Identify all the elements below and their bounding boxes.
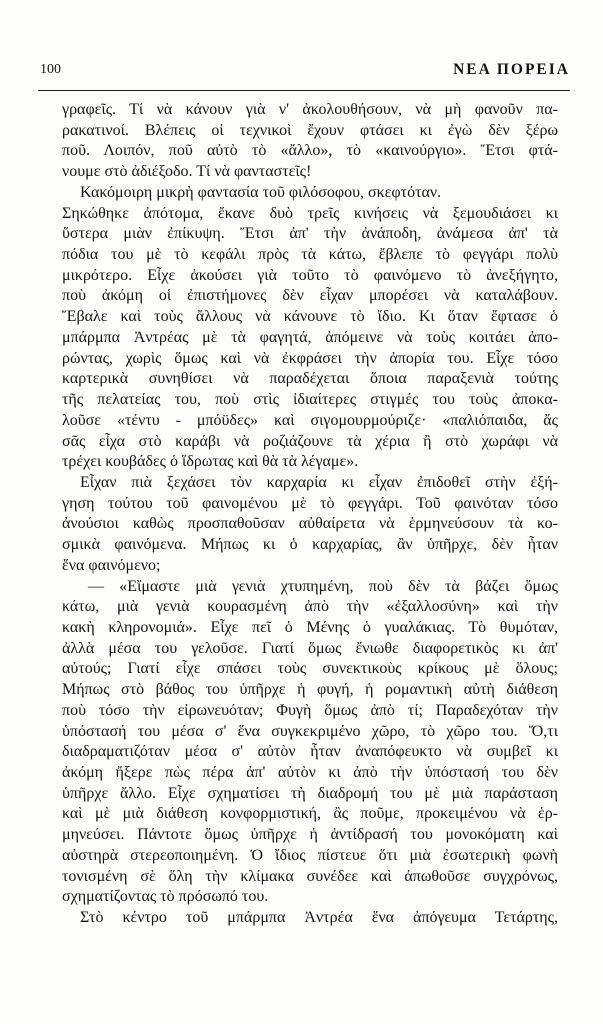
text-line: καρτερικὰ συνηθίσει νὰ παραδέχεται ὅποια παραξενιὰ τούτης (62, 370, 558, 388)
paragraph (62, 183, 558, 204)
text-line: λοῦσε «τέντυ - μπόϋδες» καὶ σιγομουρμούριζε· «παλιόπαιδα, ἄς (62, 411, 558, 429)
text-line: ποὺ ἀκόμη οἱ ἐπιστήμονες δὲν εἶχαν μπορέσει νὰ καταλάβουν. (62, 287, 558, 305)
paragraph-continued (62, 100, 558, 183)
text-line: ποῦ. Λοιπόν, ποῦ αὐτὸ τὸ «ἄλλο», τὸ «καινούργιο». Ἔτσι φτά- (62, 142, 558, 160)
text-line: καὶ μὲ μιὰ διάθεση κονφορμιστική, ἂς ποῦμε, προκειμένου νὰ ἑρ- (62, 805, 558, 823)
text-line: τρέχει κουβάδες ὁ ἵδρωτας καὶ θὰ τὰ λέγαμε». (62, 453, 359, 471)
header-rule (38, 90, 570, 91)
text-line: ἀνούσιοι καθὼς προσπαθοῦσαν αὐθαίρετα νὰ ἑρμηνεύσουν τὰ κο- (62, 515, 558, 533)
page-number: 100 (40, 62, 61, 77)
text-line: μικρότερο. Εἶχε ἀκούσει γιὰ τοῦτο τὸ φαινόμενο τὸ ἀνεξήγητο, (62, 266, 558, 284)
text-line: Ἔβαλε καὶ τοὺς ἄλλους νὰ κάνουνε τὸ ἴδιο. Κι ὅταν ἔφτασε ὁ (62, 308, 558, 326)
text-line: σμικὰ φαινόμενα. Μήπως κι ὁ καρχαρίας, ἂν ὑπῆρχε, δὲν ἦταν (62, 536, 558, 554)
paragraph (62, 204, 558, 473)
text-line: ὕστερα μιὰν ἐπίκυψη. Ἔτσι ἀπ' τὴν ἀνάποδη, ἀνάμεσα ἀπ' τὰ (62, 225, 558, 243)
text-line: αὐτούς; Γιατί εἶχε σπάσει τοὺς συνεκτικοὺς κρίκους μὲ ὅλους; (62, 660, 558, 678)
text-line: Κακόμοιρη μικρὴ φαντασία τοῦ φιλόσοφου, σκεφτόταν. (80, 183, 442, 201)
text-line: ρακατινοί. Βλέπεις οἱ τεχνικοὶ ἔχουν φτάσει κι ἐγὼ δὲν ξέρω (62, 121, 558, 139)
text-line: Σηκώθηκε ἀπότομα, ἔκανε δυὸ τρεῖς κινήσεις νὰ ξεμουδιάσει κι (62, 204, 558, 222)
text-line: πόδια του μὲ τὸ κεφάλι πρὸς τὰ κάτω, ἔβλεπε τὸ φεγγάρι πολὺ (62, 246, 558, 264)
paragraph-continues-next-page (62, 908, 558, 929)
text-line: τῆς πελατείας του, ποὺ στὶς ἰδιαίτερες στιγμές του τοὺς ἀποκα- (62, 391, 558, 409)
running-header-title: ΝΕΑ ΠΟΡΕΙΑ (453, 61, 570, 78)
text-line: ἀλλὰ μέσα του γελοῦσε. Γιατί ὅμως ἔνιωθε διαφορετικὸς κι ἀπ' (62, 639, 558, 657)
text-line: γραφεῖς. Τί νὰ κάνουν γιὰ ν' ἀκολουθήσουν, νὰ μὴ φανοῦν πα- (62, 101, 558, 118)
text-line: μπάρμπα Ἀντρέας μὲ τὰ φαγητά, ἀπόμεινε νὰ τοὺς κοιτάει ἀπο- (62, 328, 558, 346)
text-line: Μήπως στὸ βάθος του ὑπῆρχε ἡ φυγή, ἡ ρομαντικὴ αὐτὴ διάθεση (62, 681, 558, 699)
text-line: ὑπῆρχε ἄλλο. Εἶχε σχηματίσει τὴ διαδρομή του μὲ μιὰ παράσταση (62, 784, 558, 802)
text-line: ἕνα φαινόμενο; (62, 556, 161, 574)
text-line: κακὴ κληρονομιά». Εἶχε πεῖ ὁ Μένης ὁ γυαλάκιας. Τὸ θυμόταν, (62, 618, 558, 636)
text-line: κάτω, μιὰ γενιὰ κουρασμένη ἀπὸ τὴν «ἐξαλλοσύνη» καὶ τὴν (62, 598, 558, 616)
text-line: διαδραματιζόταν μέσα σ' αὐτὸν ἦταν ἀναπόφευκτο νὰ συμβεῖ κι (62, 743, 558, 761)
text-line: ποὺ τόσο τὴν εἰρωνευόταν; Φυγὴ ὅμως ἀπὸ τί; Παραδεχόταν τὴν (62, 701, 558, 719)
text-line: μηνεύσει. Πάντοτε ὅμως ὑπῆρχε ἡ ἀντίδρασή του μονοκόματη καὶ (62, 826, 558, 844)
text-line: νουμε στὸ ἀδιέξοδο. Τί νὰ φανταστεῖς! (62, 163, 312, 181)
text-line: Εἶχαν πιὰ ξεχάσει τὸν καρχαρία κι εἶχαν ἐπιδοθεῖ στὴν ἐξή- (80, 473, 558, 491)
text-line: ἀκόμη ἤξερε πὼς πέρα ἀπ' αὐτὸν κι ἀπὸ τὴν ὑπόστασή του δὲν (62, 764, 558, 781)
text-line: σχηματίζοντας τὸ πρόσωπό του. (62, 888, 269, 906)
paragraph-quotation (62, 577, 558, 909)
text-line: ρώντας, χωρὶς ὅμως καὶ νὰ ἐκφράσει τὴν ἀπορία του. Εἶχε τόσο (62, 349, 558, 367)
body-text (62, 100, 558, 929)
paragraph (62, 473, 558, 577)
text-line: ὑπόστασή του μέσα σ' ἕνα συγκεκριμένο χῶρο, τὸ χῶρο του. Ὅ,τι (62, 722, 558, 740)
text-line: αὐστηρὰ στερεοποιημένη. Ὁ ἴδιος πίστευε ὅτι μιὰ ἐσωτερικὴ φωνὴ (62, 846, 558, 864)
text-line: Στὸ κέντρο τοῦ μπάρμπα Ἀντρέα ἕνα ἀπόγευμα Τετάρτης, (80, 909, 558, 927)
text-line: σᾶς εἶχα στὸ καράβι νὰ ροζιάζουνε τὰ χέρια ἢ στὸ χωράφι νὰ (62, 432, 558, 450)
text-line: τονισμένη σὲ ὅλη τὴν κλίμακα συνέδεε καὶ ἀπωθοῦσε συγχρόνως, (62, 867, 558, 885)
text-line: γηση τούτου τοῦ φαινομένου μὲ τὸ φεγγάρι. Τοῦ φαινόταν τόσο (62, 494, 558, 512)
text-line: — «Εἴμαστε μιὰ γενιὰ χτυπημένη, ποὺ δὲν τὰ βάζει ὅμως (88, 577, 558, 595)
